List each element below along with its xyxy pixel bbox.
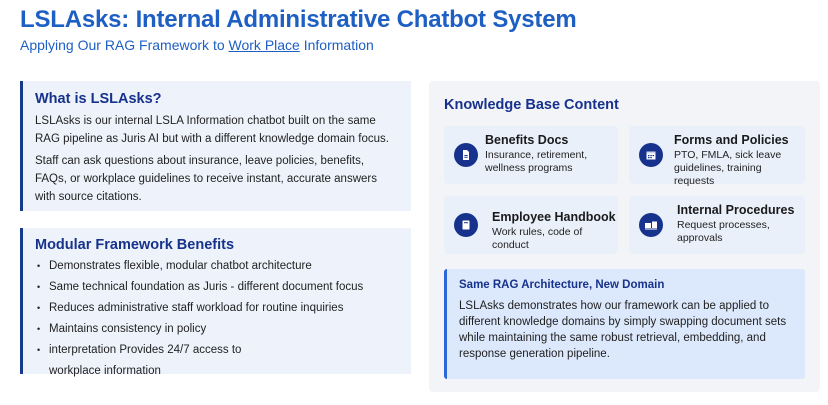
kb-item-title: Forms and Policies (674, 133, 789, 147)
kb-item-desc: Insurance, retirement, wellness programs (485, 149, 588, 174)
subtitle-prefix: Applying Our RAG Framework to (20, 37, 229, 53)
what-is-heading: What is LSLAsks? (35, 91, 162, 107)
page-subtitle (20, 37, 374, 53)
list-item: • Maintains consistency in policy (35, 322, 399, 343)
page-title: LSLAsks: Internal Administrative Chatbot System (20, 6, 577, 33)
calendar-icon (639, 143, 663, 167)
list-item: workplace information (49, 365, 161, 377)
list-item: • Reduces administrative staff workload for routine inquiries (35, 301, 399, 322)
modular-benefits-heading: Modular Framework Benefits (35, 237, 235, 253)
kb-item-title: Internal Procedures (677, 203, 795, 217)
kb-item-desc: Request processes, approvals (677, 219, 770, 244)
kb-item-title: Benefits Docs (485, 133, 569, 147)
kb-item-forms-policies[interactable] (629, 126, 805, 187)
kb-item-title: Employee Handbook (492, 210, 616, 224)
list-item: • Same technical foundation as Juris - different document focus (35, 280, 399, 301)
what-is-card (20, 81, 411, 211)
work-place-link[interactable]: Work Place (228, 37, 300, 53)
subtitle-suffix: Information (299, 37, 374, 53)
rag-heading: Same RAG Architecture, New Domain (459, 279, 665, 291)
modular-benefits-card (20, 228, 411, 377)
book-icon (454, 213, 478, 237)
kb-item-employee-handbook[interactable] (444, 196, 618, 254)
procedure-icon (639, 213, 663, 237)
list-item: • Demonstrates flexible, modular chatbot architecture (35, 259, 399, 280)
rag-architecture-callout (444, 269, 805, 379)
knowledge-base-heading: Knowledge Base Content (444, 97, 619, 113)
what-is-paragraph-2: Staff can ask questions about insurance, leave policies, benefits, FAQs, or workplace guidelines to receive instant, accurate answers with source citations. (35, 155, 377, 203)
kb-item-desc: PTO, FMLA, sick leave guidelines, training requests (674, 149, 782, 187)
list-item: • interpretation Provides 24/7 access to (35, 343, 399, 364)
kb-item-desc: Work rules, code of conduct (492, 226, 583, 251)
document-icon (454, 143, 478, 167)
kb-item-benefits-docs[interactable] (444, 126, 618, 184)
rag-body: LSLAsks demonstrates how our framework can be applied to different knowledge domains by simply swapping document sets while maintaining the same robust retrieval, embedding, and response generation pipeline. (459, 300, 787, 360)
benefits-list (35, 259, 399, 385)
kb-item-internal-procedures[interactable] (629, 196, 805, 254)
what-is-paragraph-1: LSLAsks is our internal LSLA Information chatbot built on the same RAG pipeline as Juris AI but with a different knowledge domain focus. (35, 115, 389, 145)
knowledge-base-panel (429, 81, 820, 392)
